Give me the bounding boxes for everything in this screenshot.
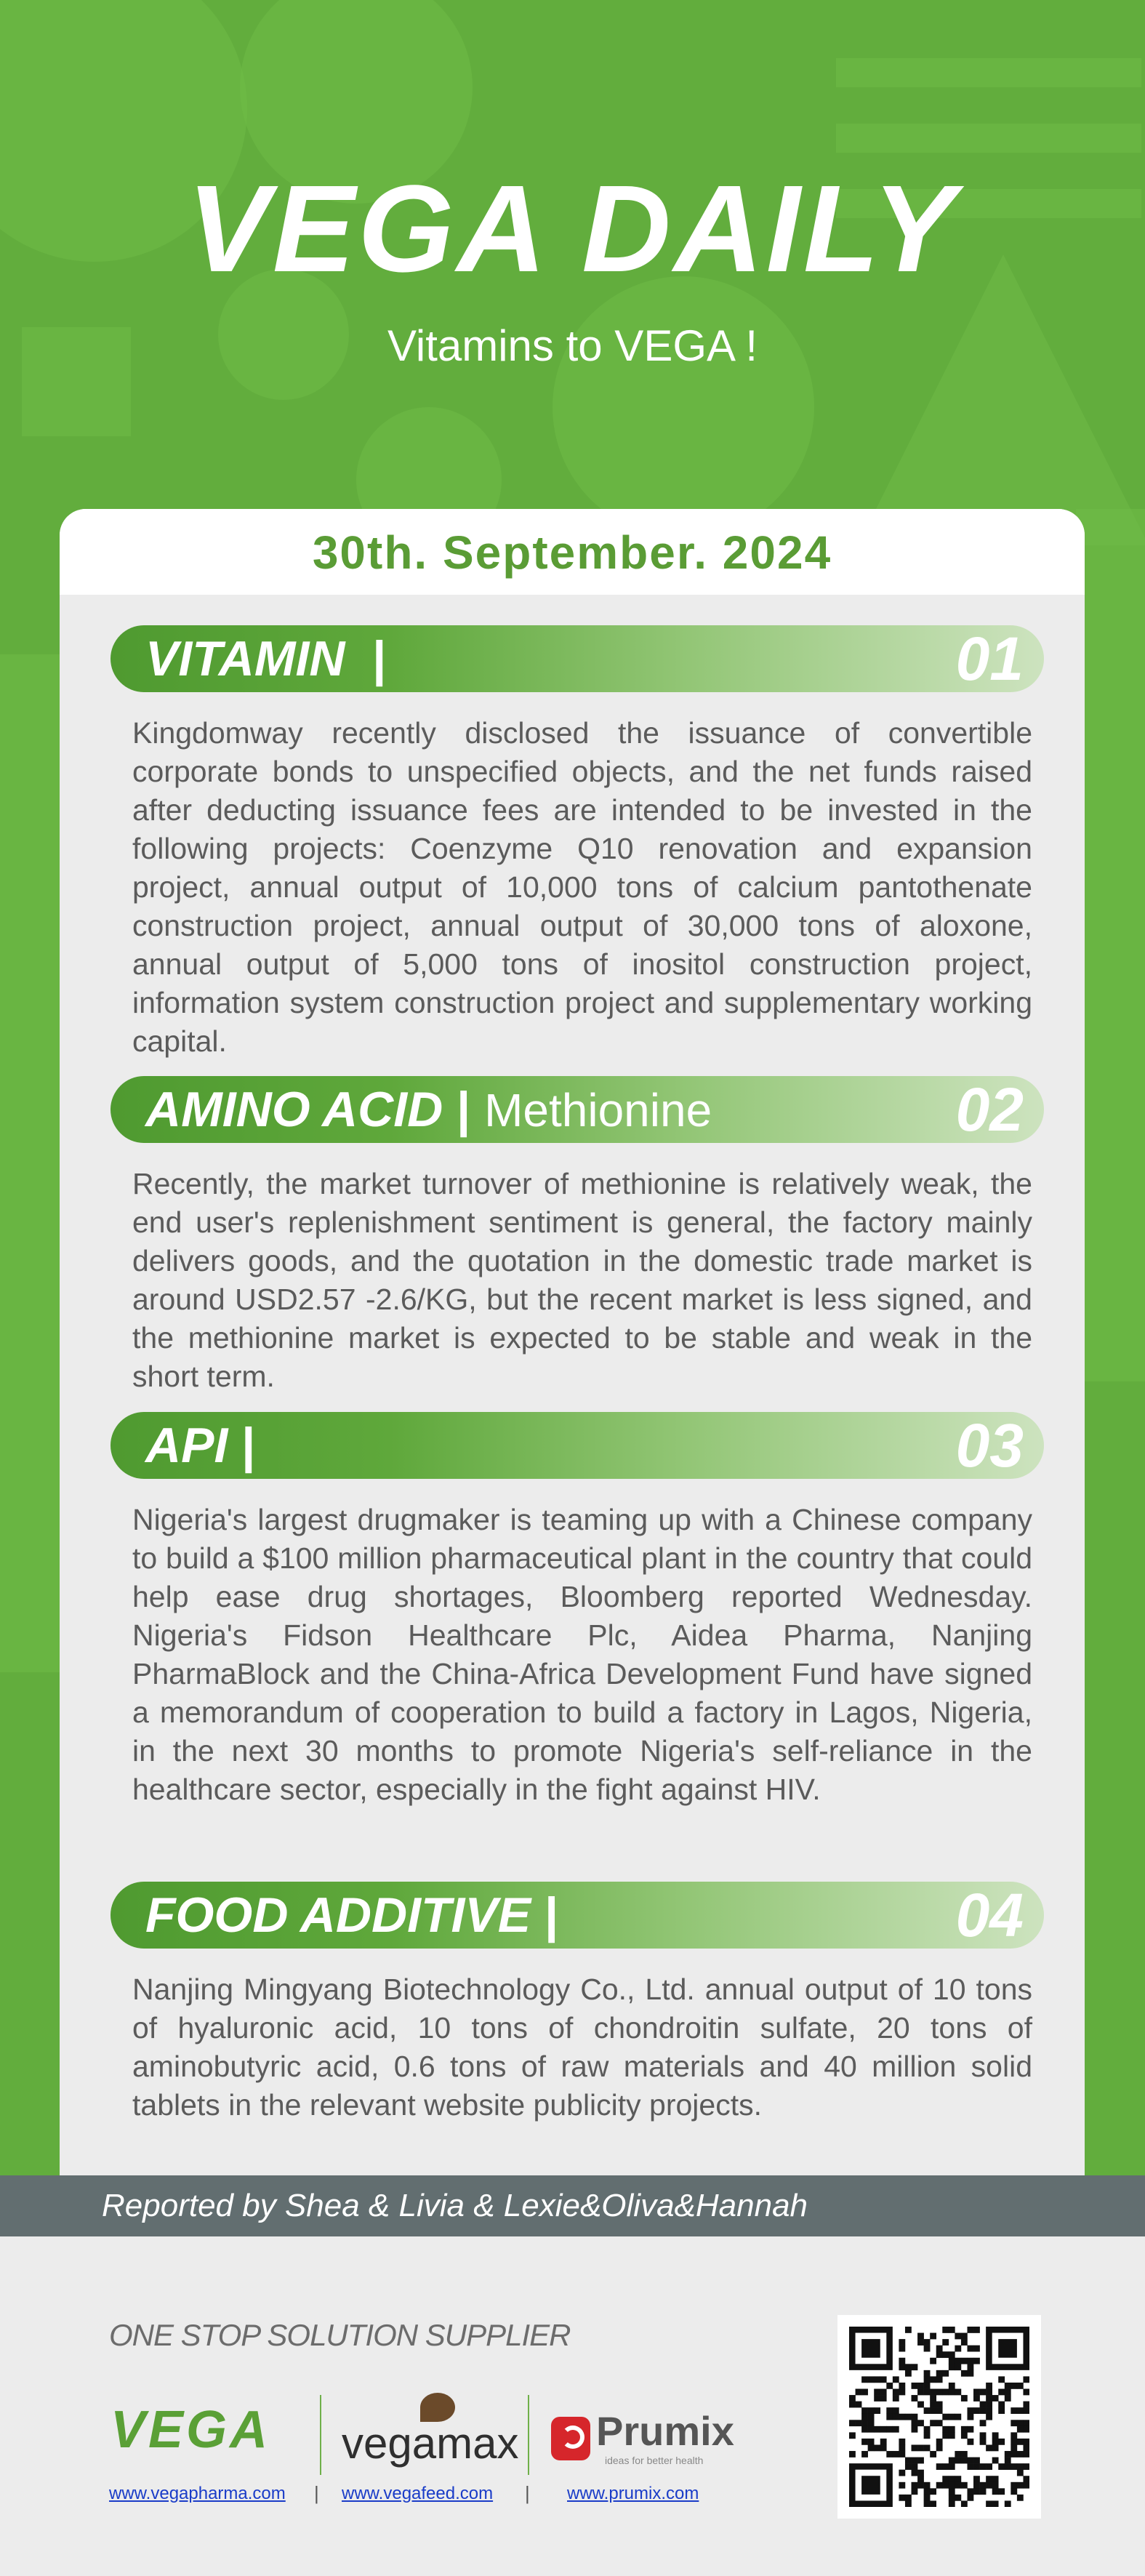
vegamax-logo-part: max — [436, 2419, 519, 2468]
section-label — [145, 1076, 712, 1144]
reporter-bar — [0, 2175, 1145, 2236]
section-title: AMINO ACID — [145, 1082, 443, 1137]
section-label — [145, 1412, 255, 1479]
section-title: API — [145, 1418, 228, 1473]
footer — [0, 2236, 1145, 2576]
decor-circle — [553, 276, 814, 538]
logo-divider — [320, 2395, 321, 2475]
section-separator: | — [545, 1887, 559, 1943]
page-title: VEGA DAILY — [187, 160, 958, 298]
vegamax-logo — [342, 2419, 519, 2468]
decor-stripe — [1076, 509, 1145, 1381]
link-separator: | — [314, 2482, 319, 2504]
section-bar-amino-acid — [111, 1076, 1044, 1143]
section-title: FOOD ADDITIVE — [145, 1887, 531, 1943]
section-number: 03 — [955, 1411, 1024, 1480]
leaf-icon — [420, 2393, 455, 2422]
prumix-slogan: ideas for better health — [605, 2455, 704, 2466]
footer-tagline: ONE STOP SOLUTION SUPPLIER — [109, 2318, 571, 2352]
prumix-mark-icon — [551, 2417, 590, 2460]
section-bar-food-additive — [111, 1882, 1044, 1949]
prumix-logo: Prumix — [596, 2408, 734, 2454]
decor-stripe — [836, 124, 1141, 153]
link-separator: | — [525, 2482, 530, 2504]
section-label — [145, 1882, 558, 1949]
section-text-food-additive: Nanjing Mingyang Biotechnology Co., Ltd. annual output of 10 tons of hyaluronic acid, 10 tons of chondroitin sulfate, 20 tons of aminobutyric acid, 0.6 tons of raw materials and 40 million solid tablets in the relevant website publicity projects. — [132, 1973, 1032, 2122]
section-separator: | — [372, 631, 387, 686]
content-card — [60, 509, 1085, 2175]
link-vegafeed[interactable]: www.vegafeed.com — [342, 2484, 494, 2503]
section-bar-api — [111, 1412, 1044, 1479]
decor-triangle — [858, 254, 1145, 545]
section-subtitle: Methionine — [484, 1084, 712, 1136]
section-number: 02 — [955, 1075, 1024, 1144]
date-header — [60, 509, 1085, 595]
issue-date: 30th. September. 2024 — [312, 526, 832, 579]
vegamax-logo-part: vega — [342, 2419, 437, 2468]
section-bar-vitamin — [111, 625, 1044, 692]
decor-stripe — [0, 654, 65, 1672]
vega-logo: VEGA — [111, 2401, 271, 2459]
section-text-amino-acid: Recently, the market turnover of methionine is relatively weak, the end user's replenishment sentiment is general, the factory mainly delivers goods, and the quotation in the domestic trade market is around USD2.57 -2.6/KG, but the recent market is less signed, and the methionine market is expected to be stable and weak in the short term. — [132, 1167, 1032, 1393]
section-number: 01 — [955, 625, 1024, 693]
link-prumix[interactable]: www.prumix.com — [567, 2484, 699, 2503]
reporter-credit: Reported by Shea & Livia & Lexie&Oliva&Hannah — [102, 2188, 808, 2223]
qr-code-graphic — [849, 2327, 1029, 2507]
section-text-vitamin: Kingdomway recently disclosed the issuance of convertible corporate bonds to unspecified objects, and the net funds raised after deducting issuance fees are intended to be invested in the following projects: Coenzyme Q10 renovation and expansion project, annual output of 10,000 tons of calcium pantothenate construction project, annual output of 30,000 tons of aloxone, annual output of 5,000 tons of inositol construction project, information system construction project and supplementary working capital. — [132, 716, 1032, 1058]
section-separator: | — [457, 1082, 471, 1137]
logo-divider — [528, 2395, 529, 2475]
qr-code-icon — [837, 2315, 1041, 2519]
page-subtitle: Vitamins to VEGA ! — [387, 321, 758, 370]
section-number: 04 — [955, 1881, 1024, 1949]
section-label — [145, 625, 386, 692]
link-vegapharma[interactable]: www.vegapharma.com — [109, 2484, 286, 2503]
section-title: VITAMIN — [145, 631, 345, 686]
section-text-api: Nigeria's largest drugmaker is teaming up with a Chinese company to build a $100 million pharmaceutical plant in the country that could help ease drug shortages, Bloomberg reported Wednesday. Nigeria's Fidson Healthcare Plc, Aidea Pharma, Nanjing PharmaBlock and the China-Africa Development Fund have signed a memorandum of cooperation to build a factory in Lagos, Nigeria, in the next 30 months to promote Nigeria's self-reliance in the healthcare sector, especially in the fight against HIV. — [132, 1503, 1032, 1806]
decor-stripe — [836, 58, 1141, 87]
section-separator: | — [241, 1418, 256, 1473]
